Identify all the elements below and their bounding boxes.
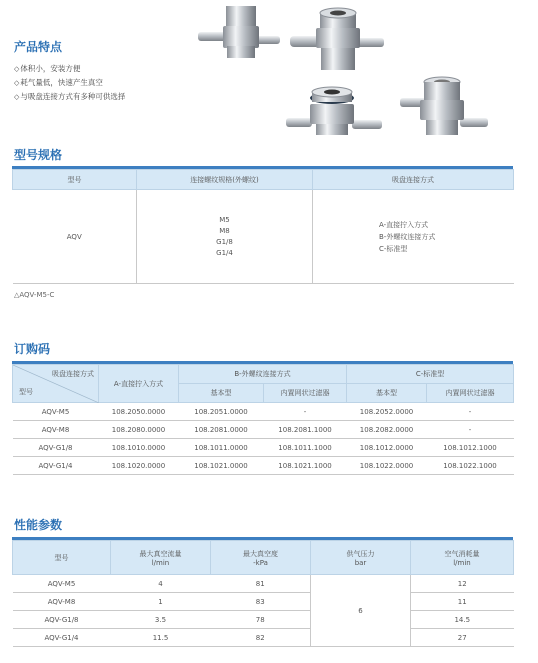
order-subheader: 基本型 [347, 384, 427, 403]
fitting-image-1 [198, 6, 280, 58]
table-row: AQV-G1/4 11.5 82 27 [13, 629, 514, 647]
order-subheader: 内置网状过滤器 [427, 384, 514, 403]
table-row: AQV-G1/8 3.5 78 14.5 [13, 611, 514, 629]
fitting-image-3 [286, 87, 382, 135]
order-diag-header: 吸盘连接方式 型号 [13, 365, 99, 403]
order-col-c: C-标准型 [347, 365, 514, 384]
feature-item: ◇ 耗气量低，快速产生真空 [14, 76, 125, 90]
spec-title: 型号规格 [14, 148, 63, 162]
perf-title: 性能参数 [14, 518, 63, 532]
performance-table [12, 540, 514, 647]
feature-item: ◇ 与吸盘连接方式有多种可供选择 [14, 90, 125, 104]
fitting-image-4 [400, 77, 488, 135]
table-row: AQV-G1/4 108.1020.0000 108.1021.0000 108.1021.1000 108.1022.0000 108.1022.1000 [13, 457, 514, 475]
spec-connections: A-直接拧入方式 B-外螺纹连接方式 C-标准型 [313, 190, 514, 284]
order-table [12, 364, 514, 475]
table-row: AQV-G1/8 108.1010.0000 108.1011.0000 108.1011.1000 108.1012.0000 108.1012.1000 [13, 439, 514, 457]
spec-header: 型号 [13, 170, 137, 190]
spec-model: AQV [13, 190, 137, 284]
order-title: 订购码 [14, 342, 51, 356]
table-row: AQV-M5 108.2050.0000 108.2051.0000 - 108.2052.0000 - [13, 403, 514, 421]
order-col-a: A-直接拧入方式 [99, 365, 179, 403]
order-example: △AQV-M5-C [14, 291, 55, 299]
fitting-image-2 [290, 8, 384, 70]
table-row: AQV-M5 4 81 6 12 [13, 575, 514, 593]
supply-pressure: 6 [311, 575, 411, 647]
spec-table [12, 169, 514, 284]
perf-header: 最大真空流量 l/min [111, 541, 211, 575]
spec-header: 吸盘连接方式 [313, 170, 514, 190]
feature-item: ◇ 体积小，安装方便 [14, 62, 125, 76]
spec-threads: M5 M8 G1/8 G1/4 [137, 190, 313, 284]
perf-header: 供气压力 bar [311, 541, 411, 575]
perf-header: 最大真空度 -kPa [211, 541, 311, 575]
order-col-b: B-外螺纹连接方式 [179, 365, 347, 384]
product-photos [190, 0, 530, 135]
order-subheader: 内置网状过滤器 [264, 384, 347, 403]
feature-list [14, 62, 125, 104]
table-row: AQV-M8 1 83 11 [13, 593, 514, 611]
spec-header: 连接螺纹规格(外螺纹) [137, 170, 313, 190]
features-title: 产品特点 [14, 40, 63, 54]
perf-header: 空气消耗量 l/min [411, 541, 514, 575]
order-subheader: 基本型 [179, 384, 264, 403]
table-row: AQV-M8 108.2080.0000 108.2081.0000 108.2081.1000 108.2082.0000 - [13, 421, 514, 439]
perf-header: 型号 [13, 541, 111, 575]
